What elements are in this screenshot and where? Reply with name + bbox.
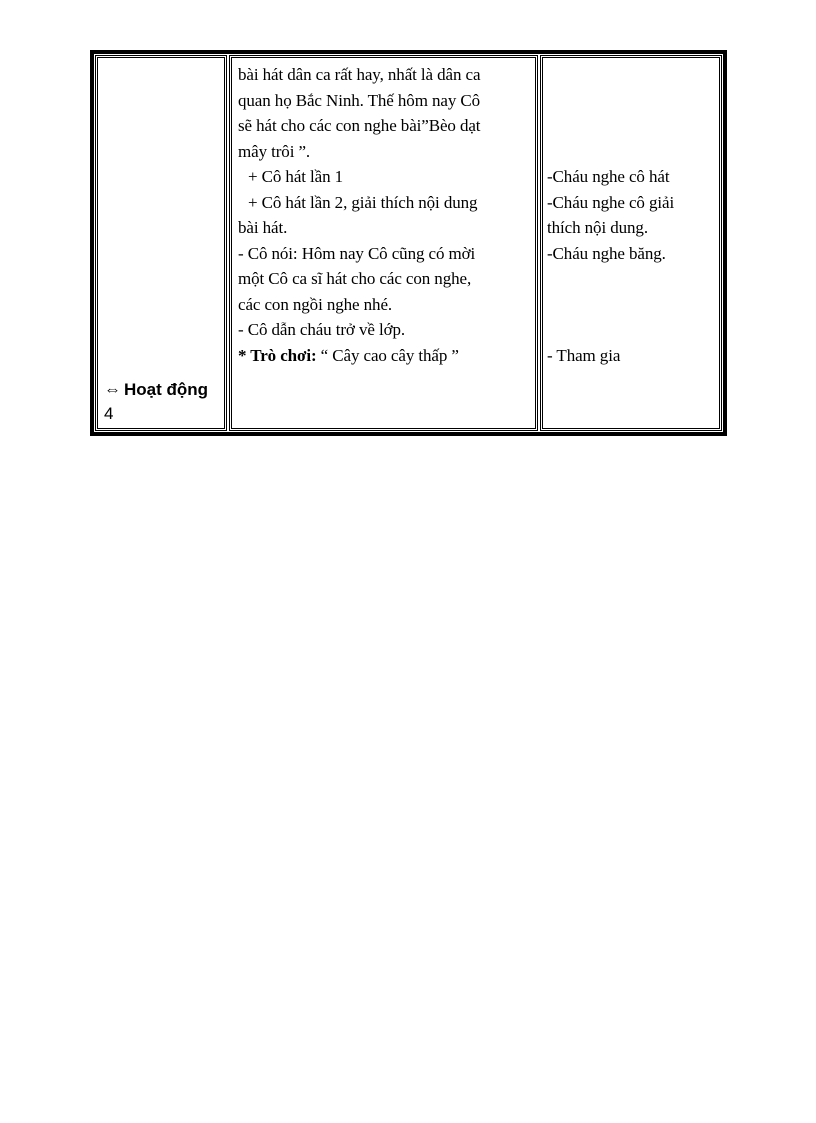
activity-cell [95,55,227,431]
participate-text: - Tham gia [547,345,621,365]
game-line [238,343,529,369]
teacher-text-line: các con ngồi nghe nhé. [238,294,393,314]
teacher-text-line: quan họ Bắc Ninh. Thế hôm nay Cô [238,90,481,110]
activity-name: Hoạt động [124,380,209,399]
teacher-text-line: + Cô hát lần 1 [248,167,344,186]
teacher-text-line: bài hát. [238,218,288,237]
teacher-text-line: sẽ hát cho các con nghe bài”Bèo dạt [238,116,481,135]
teacher-activity-cell [229,55,538,431]
teacher-text-line: + Cô hát lần 2, giải thích nội dung [248,192,478,212]
child-text-line: -Cháu nghe băng. [547,243,666,263]
left-right-arrow-icon: ⇔ [104,380,121,399]
teacher-text-line: mây trôi ”. [238,141,311,161]
game-prefix: * Trò chơi: [238,345,317,365]
game-title: “ Cây cao cây thấp ” [316,345,459,365]
teacher-text-line: - Cô dẫn cháu trở về lớp. [238,320,406,339]
teacher-text-line: - Cô nói: Hôm nay Cô cũng có mời [238,243,476,263]
lesson-plan-table [90,50,727,436]
teacher-text-line: một Cô ca sĩ hát cho các con nghe, [238,269,472,288]
activity-label [104,378,208,426]
activity-number: 4 [104,404,114,423]
child-activity-cell [540,55,722,431]
teacher-text-line: bài hát dân ca rất hay, nhất là dân ca [238,65,481,84]
child-text-line: -Cháu nghe cô hát [547,167,670,186]
child-text-line: -Cháu nghe cô giải [547,192,675,212]
child-text-line: thích nội dung. [547,218,648,237]
